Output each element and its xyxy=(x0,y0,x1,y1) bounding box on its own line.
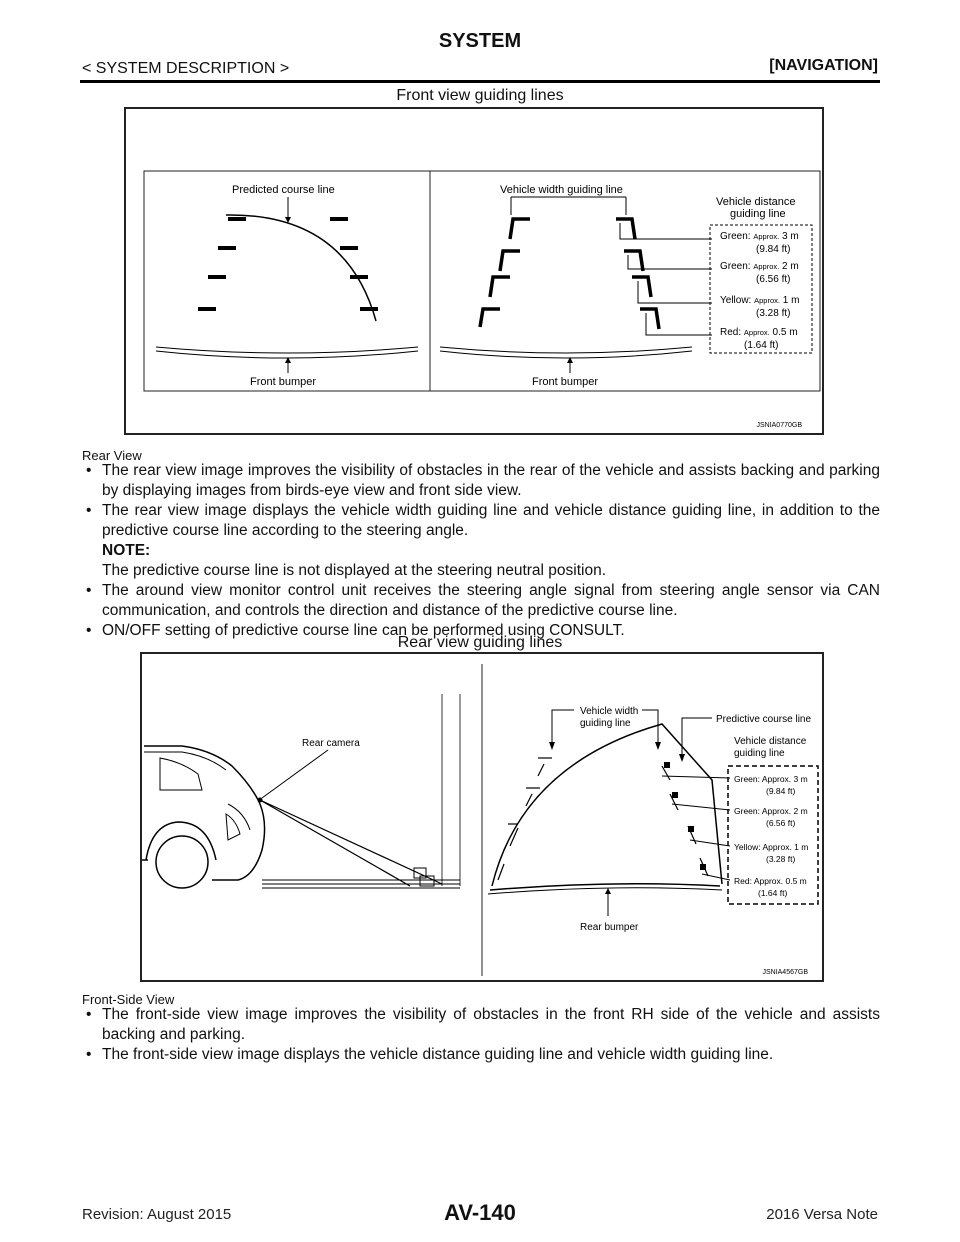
rear-camera-label: Rear camera xyxy=(302,738,360,749)
front-bumper-curve-right xyxy=(440,347,692,353)
course-dash-r2 xyxy=(340,246,358,250)
svg-text:(6.56 ft): (6.56 ft) xyxy=(766,818,796,828)
svg-text:(1.64 ft): (1.64 ft) xyxy=(744,340,779,351)
camera-ray-2 xyxy=(260,800,410,886)
list-item: • The front-side view image displays the vehicle distance guiding line and vehicle width guiding line. xyxy=(82,1045,880,1065)
width-mark-r3 xyxy=(632,277,651,297)
footer-model: 2016 Versa Note xyxy=(766,1206,878,1223)
svg-text:(3.28 ft): (3.28 ft) xyxy=(756,308,791,319)
car-rear-wheel xyxy=(156,836,208,888)
page-number: AV-140 xyxy=(444,1200,516,1225)
vehicle-width-label-2: guiding line xyxy=(580,718,631,729)
figure1-legend-item xyxy=(720,295,799,319)
svg-text:Yellow: Approx. 1 m: Yellow: Approx. 1 m xyxy=(734,842,809,852)
front-bumper-label-right: Front bumper xyxy=(532,376,599,388)
width-mark-l4 xyxy=(480,309,500,327)
figure1-legend-item xyxy=(720,261,799,285)
note-label: NOTE: xyxy=(102,542,151,559)
svg-text:Green: Approx. 3 m: Green: Approx. 3 m xyxy=(720,231,799,242)
footer-revision: Revision: August 2015 xyxy=(82,1206,232,1223)
svg-text:Green: Approx. 3 m: Green: Approx. 3 m xyxy=(734,774,808,784)
course-dash-r3 xyxy=(350,275,368,279)
rear-view-heading: Rear View xyxy=(82,448,142,463)
car-body-outline xyxy=(144,746,265,880)
course-dash-r4 xyxy=(360,307,378,311)
list-item: • The rear view image improves the visibility of obstacles in the rear of the vehicle and assists backing and parking by displaying images from birds-eye view and front side view. xyxy=(82,461,880,501)
manual-section-tag: [NAVIGATION] xyxy=(769,57,878,74)
vehicle-distance-label-2: guiding line xyxy=(730,208,786,220)
note-text: The predictive course line is not displayed at the steering neutral position. xyxy=(102,562,607,579)
course-dash-l2 xyxy=(218,246,236,250)
list-item: • The front-side view image improves the visibility of obstacles in the front RH side of the vehicle and assists backing and parking. xyxy=(82,1005,880,1045)
width-mark-r4 xyxy=(640,309,659,329)
vehicle-distance-label-1: Vehicle distance xyxy=(734,736,807,747)
svg-text:Green: Approx. 2 m: Green: Approx. 2 m xyxy=(734,806,808,816)
vehicle-distance-label-2: guiding line xyxy=(734,748,785,759)
width-mark-r2 xyxy=(624,251,643,271)
predictive-course-line-label: Predictive course line xyxy=(716,714,812,725)
car-window xyxy=(160,758,202,790)
front-side-view-heading: Front-Side View xyxy=(82,992,175,1007)
figure2-caption: Rear view guiding lines xyxy=(397,634,563,651)
figure1-code: JSNIA0770GB xyxy=(756,422,802,429)
figure1-caption: Front view guiding lines xyxy=(396,87,564,104)
width-mark-r1 xyxy=(616,219,635,239)
header-rule xyxy=(80,80,880,83)
figure2-svg xyxy=(142,654,822,980)
page-section-title: SYSTEM xyxy=(438,30,522,52)
vehicle-width-guiding-line-label: Vehicle width guiding line xyxy=(500,184,623,196)
car-taillight xyxy=(226,814,240,840)
list-item xyxy=(82,501,880,581)
width-mark-l1 xyxy=(510,219,530,239)
rear-view-bullets xyxy=(82,461,880,641)
svg-text:(1.64 ft): (1.64 ft) xyxy=(758,888,788,898)
figure1-legend-item xyxy=(720,231,799,255)
rear-bumper-curve xyxy=(490,884,720,890)
figure1-front-view-diagram xyxy=(124,107,824,435)
svg-text:Red: Approx. 0.5 m: Red: Approx. 0.5 m xyxy=(734,876,807,886)
list-item-text: The rear view image displays the vehicle width guiding line and vehicle distance guiding line, in addition to the predictive course line according to the steering angle. xyxy=(102,502,880,539)
svg-text:Yellow: Approx. 1 m: Yellow: Approx. 1 m xyxy=(720,295,800,306)
rear-bumper-label: Rear bumper xyxy=(580,922,639,933)
course-dash-l4 xyxy=(198,307,216,311)
svg-text:Red: Approx. 0.5 m: Red: Approx. 0.5 m xyxy=(720,327,798,338)
breadcrumb: < SYSTEM DESCRIPTION > xyxy=(82,60,290,77)
figure1-svg xyxy=(126,109,822,433)
course-dash-l3 xyxy=(208,275,226,279)
list-item: • ON/OFF setting of predictive course line can be performed using CONSULT. xyxy=(82,621,880,641)
predicted-course-curve xyxy=(226,215,376,321)
vehicle-width-label-1: Vehicle width xyxy=(580,706,639,717)
front-side-view-bullets xyxy=(82,1005,880,1065)
width-mark-l2 xyxy=(500,251,520,271)
vehicle-distance-label-1: Vehicle distance xyxy=(716,196,796,208)
figure2-legend-item xyxy=(734,876,807,898)
figure2-legend-item xyxy=(734,806,808,828)
width-mark-l3 xyxy=(490,277,510,297)
figure2-rear-view-diagram xyxy=(140,652,824,982)
svg-text:(9.84 ft): (9.84 ft) xyxy=(756,244,791,255)
front-bumper-curve-left xyxy=(156,347,418,353)
svg-text:Green: Approx. 2 m: Green: Approx. 2 m xyxy=(720,261,799,272)
camera-icon xyxy=(258,798,263,803)
svg-text:(9.84 ft): (9.84 ft) xyxy=(766,786,796,796)
course-dash-l1 xyxy=(228,217,246,221)
front-bumper-label-left: Front bumper xyxy=(250,376,317,388)
list-item: • The around view monitor control unit receives the steering angle signal from steering angle sensor via CAN communication, and controls the direction and distance of the predictive course line. xyxy=(82,581,880,621)
figure2-legend-item xyxy=(734,774,808,796)
svg-text:(6.56 ft): (6.56 ft) xyxy=(756,274,791,285)
figure2-code: JSNIA4567GB xyxy=(762,969,808,976)
figure2-legend-item xyxy=(734,842,808,864)
svg-text:(3.28 ft): (3.28 ft) xyxy=(766,854,796,864)
predicted-course-line-label: Predicted course line xyxy=(232,184,335,196)
course-dash-r1 xyxy=(330,217,348,221)
camera-ray-1 xyxy=(260,800,442,884)
figure1-legend-item xyxy=(720,327,798,351)
